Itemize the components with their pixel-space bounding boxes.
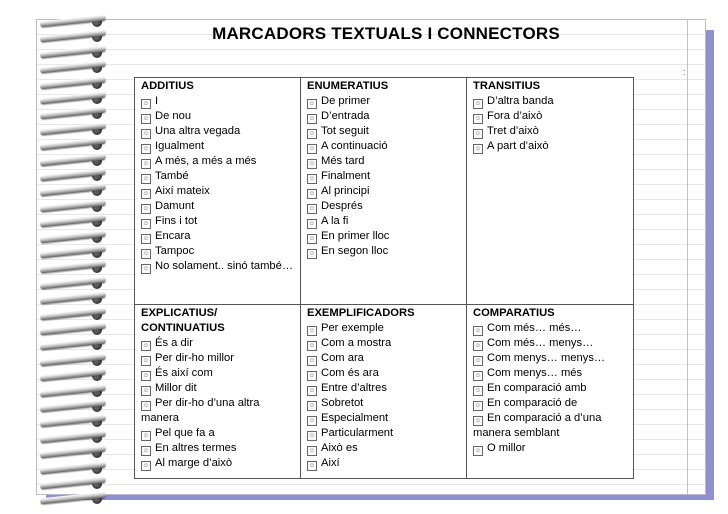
connector-text: En comparació a d’una manera semblant — [473, 411, 602, 439]
connector-text: Com és ara — [321, 366, 379, 379]
connector-item — [141, 124, 295, 139]
connector-item — [307, 441, 461, 456]
smiley-bullet-icon: ☺ — [308, 190, 316, 197]
connector-text: Així — [321, 456, 340, 469]
connector-item — [141, 351, 295, 366]
connector-item — [141, 259, 295, 274]
smiley-bullet-icon: ☺ — [308, 327, 316, 334]
connector-item — [141, 426, 295, 441]
smiley-bullet-icon: ☺ — [142, 265, 150, 272]
connector-text: O millor — [487, 441, 526, 454]
spiral-ring — [0, 260, 120, 275]
spiral-ring — [0, 430, 120, 445]
smiley-bullet-icon: ☺ — [142, 145, 150, 152]
connector-text: Tret d’això — [487, 124, 539, 137]
spiral-ring — [0, 45, 120, 60]
category-cell — [135, 305, 301, 479]
smiley-bullet-icon: ☺ — [308, 432, 316, 439]
connector-item — [141, 456, 295, 471]
spiral-ring — [0, 106, 120, 121]
smiley-bullet-icon: ☺ — [308, 145, 316, 152]
connector-item — [307, 411, 461, 426]
connector-text: En segon lloc — [321, 244, 389, 257]
smiley-bullet-icon: ☺ — [142, 342, 150, 349]
connector-item — [307, 199, 461, 214]
smiley-bullet-icon: ☺ — [142, 130, 150, 137]
connector-item — [141, 396, 295, 426]
connector-text: Més tard — [321, 154, 365, 167]
smiley-bullet-icon: ☺ — [308, 100, 316, 107]
connector-item — [307, 169, 461, 184]
connector-text: De primer — [321, 94, 371, 107]
smiley-bullet-icon: ☺ — [308, 402, 316, 409]
connector-item — [473, 411, 628, 441]
connector-item — [473, 321, 628, 336]
margin-line — [687, 20, 688, 494]
connector-text: Pel que fa a — [155, 426, 215, 439]
spiral-ring — [0, 76, 120, 91]
connector-text: Com a mostra — [321, 336, 392, 349]
spiral-ring — [0, 153, 120, 168]
connector-item — [307, 214, 461, 229]
connector-text: També — [155, 169, 189, 182]
connector-text: A més, a més a més — [155, 154, 257, 167]
smiley-bullet-icon: ☺ — [308, 357, 316, 364]
smiley-bullet-icon: ☺ — [474, 130, 482, 137]
spiral-ring — [0, 245, 120, 260]
smiley-bullet-icon: ☺ — [142, 447, 150, 454]
connector-text: Com menys… menys… — [487, 351, 606, 364]
connector-text: Això es — [321, 441, 358, 454]
connector-item — [307, 351, 461, 366]
connector-text: És així com — [155, 366, 213, 379]
connector-item — [307, 124, 461, 139]
connector-item — [473, 441, 628, 456]
connector-item — [141, 229, 295, 244]
connector-item — [141, 169, 295, 184]
table-row — [135, 78, 634, 305]
smiley-bullet-icon: ☺ — [308, 160, 316, 167]
connector-text: No solament.. sinó també… — [155, 259, 294, 272]
smiley-bullet-icon: ☺ — [142, 160, 150, 167]
smiley-bullet-icon: ☺ — [142, 115, 150, 122]
connector-item — [473, 381, 628, 396]
connector-text: De nou — [155, 109, 192, 122]
connector-text: A part d’això — [487, 139, 549, 152]
spiral-ring — [0, 214, 120, 229]
connector-text: Particularment — [321, 426, 394, 439]
smiley-bullet-icon: ☺ — [142, 235, 150, 242]
connector-item — [307, 154, 461, 169]
connector-text: Com més… menys… — [487, 336, 594, 349]
connector-item — [307, 321, 461, 336]
connector-item — [141, 94, 295, 109]
smiley-bullet-icon: ☺ — [308, 342, 316, 349]
connector-item — [141, 199, 295, 214]
connector-text: Finalment — [321, 169, 371, 182]
spiral-ring — [0, 322, 120, 337]
connector-item — [307, 184, 461, 199]
smiley-bullet-icon: ☺ — [474, 327, 482, 334]
connector-item — [473, 351, 628, 366]
connector-text: Damunt — [155, 199, 195, 212]
spiral-ring — [0, 291, 120, 306]
connector-text: Com més… més… — [487, 321, 582, 334]
smiley-bullet-icon: ☺ — [308, 115, 316, 122]
smiley-bullet-icon: ☺ — [308, 220, 316, 227]
connector-text: En altres termes — [155, 441, 237, 454]
connector-item — [473, 94, 628, 109]
page-title: MARCADORS TEXTUALS I CONNECTORS — [212, 24, 560, 43]
connector-item — [473, 139, 628, 154]
connector-text: Igualment — [155, 139, 205, 152]
connector-text: Com ara — [321, 351, 364, 364]
connector-text: Al marge d’això — [155, 456, 233, 469]
smiley-bullet-icon: ☺ — [474, 402, 482, 409]
category-heading: EXEMPLIFICADORS — [307, 307, 415, 319]
smiley-bullet-icon: ☺ — [474, 417, 482, 424]
connector-text: Especialment — [321, 411, 389, 424]
spiral-ring — [0, 353, 120, 368]
connector-text: I — [155, 94, 159, 107]
connector-text: Tot seguit — [321, 124, 369, 137]
spiral-ring — [0, 199, 120, 214]
category-cell — [467, 305, 634, 479]
connector-text: D’altra banda — [487, 94, 554, 107]
smiley-bullet-icon: ☺ — [474, 372, 482, 379]
smiley-bullet-icon: ☺ — [308, 130, 316, 137]
spiral-ring — [0, 183, 120, 198]
connector-text: Millor dit — [155, 381, 197, 394]
connector-text: Encara — [155, 229, 191, 242]
connector-item — [141, 441, 295, 456]
spiral-ring — [0, 276, 120, 291]
connector-text: Sobretot — [321, 396, 364, 409]
smiley-bullet-icon: ☺ — [142, 205, 150, 212]
smiley-bullet-icon: ☺ — [308, 250, 316, 257]
smiley-bullet-icon: ☺ — [474, 145, 482, 152]
connector-text: Així mateix — [155, 184, 210, 197]
spiral-ring — [0, 91, 120, 106]
category-heading: ADDITIUS — [141, 80, 194, 92]
smiley-bullet-icon: ☺ — [308, 372, 316, 379]
connector-item — [307, 366, 461, 381]
connector-item — [141, 109, 295, 124]
spiral-ring — [0, 491, 120, 506]
category-cell — [301, 78, 467, 305]
table-row — [135, 305, 634, 479]
smiley-bullet-icon: ☺ — [142, 387, 150, 394]
connector-item — [307, 381, 461, 396]
connector-item — [473, 124, 628, 139]
connector-item — [141, 214, 295, 229]
connector-text: A la fi — [321, 214, 349, 227]
smiley-bullet-icon: ☺ — [308, 235, 316, 242]
connector-item — [307, 244, 461, 259]
connector-text: Per exemple — [321, 321, 384, 334]
smiley-bullet-icon: ☺ — [142, 100, 150, 107]
spiral-ring — [0, 414, 120, 429]
connector-item — [307, 109, 461, 124]
connector-item — [307, 456, 461, 471]
connectors-table — [134, 77, 634, 479]
smiley-bullet-icon: ☺ — [474, 357, 482, 364]
spiral-binding — [0, 14, 120, 508]
spiral-ring — [0, 445, 120, 460]
smiley-bullet-icon: ☺ — [474, 447, 482, 454]
smiley-bullet-icon: ☺ — [142, 402, 150, 409]
smiley-bullet-icon: ☺ — [308, 175, 316, 182]
category-cell — [467, 78, 634, 305]
smiley-bullet-icon: ☺ — [474, 387, 482, 394]
category-heading: COMPARATIUS — [473, 307, 555, 319]
connector-item — [141, 366, 295, 381]
connector-item — [307, 229, 461, 244]
category-heading: TRANSITIUS — [473, 80, 541, 92]
category-heading: EXPLICATIUS/ CONTINUATIUS — [141, 307, 225, 334]
connector-item — [141, 184, 295, 199]
smiley-bullet-icon: ☺ — [142, 190, 150, 197]
connector-text: Fins i tot — [155, 214, 198, 227]
connector-text: En primer lloc — [321, 229, 390, 242]
connector-text: En comparació amb — [487, 381, 587, 394]
category-heading: ENUMERATIUS — [307, 80, 389, 92]
spiral-ring — [0, 60, 120, 75]
spiral-ring — [0, 307, 120, 322]
smiley-bullet-icon: ☺ — [142, 357, 150, 364]
spiral-ring — [0, 168, 120, 183]
connector-item — [307, 139, 461, 154]
connector-text: Com menys… més — [487, 366, 583, 379]
connector-text: Per dir-ho d’una altra manera — [141, 396, 260, 424]
connector-item — [141, 154, 295, 169]
smiley-bullet-icon: ☺ — [142, 250, 150, 257]
connector-text: Després — [321, 199, 363, 212]
smiley-bullet-icon: ☺ — [308, 417, 316, 424]
smiley-bullet-icon: ☺ — [308, 205, 316, 212]
category-cell — [301, 305, 467, 479]
connector-item — [473, 396, 628, 411]
margin-mark: : — [683, 67, 686, 77]
connector-item — [473, 366, 628, 381]
spiral-ring — [0, 476, 120, 491]
connector-item — [141, 381, 295, 396]
smiley-bullet-icon: ☺ — [142, 372, 150, 379]
spiral-ring — [0, 384, 120, 399]
connector-item — [141, 139, 295, 154]
connector-item — [307, 426, 461, 441]
connector-text: En comparació de — [487, 396, 578, 409]
smiley-bullet-icon: ☺ — [142, 175, 150, 182]
smiley-bullet-icon: ☺ — [142, 432, 150, 439]
category-cell — [135, 78, 301, 305]
connector-text: Per dir-ho millor — [155, 351, 234, 364]
connector-item — [141, 244, 295, 259]
spiral-ring — [0, 399, 120, 414]
connector-text: Una altra vegada — [155, 124, 241, 137]
connector-item — [141, 336, 295, 351]
spiral-ring — [0, 368, 120, 383]
connector-text: A continuació — [321, 139, 388, 152]
connector-text: Al principi — [321, 184, 370, 197]
spiral-ring — [0, 230, 120, 245]
spiral-ring — [0, 122, 120, 137]
smiley-bullet-icon: ☺ — [474, 115, 482, 122]
connector-text: Fora d’això — [487, 109, 543, 122]
spiral-ring — [0, 137, 120, 152]
spiral-ring — [0, 461, 120, 476]
smiley-bullet-icon: ☺ — [474, 100, 482, 107]
spiral-ring — [0, 337, 120, 352]
connector-item — [307, 94, 461, 109]
connector-text: Entre d’altres — [321, 381, 387, 394]
connector-item — [473, 336, 628, 351]
smiley-bullet-icon: ☺ — [308, 447, 316, 454]
connector-item — [473, 109, 628, 124]
spiral-ring — [0, 14, 120, 29]
smiley-bullet-icon: ☺ — [142, 462, 150, 469]
connector-item — [307, 396, 461, 411]
connector-text: D’entrada — [321, 109, 370, 122]
connector-item — [307, 336, 461, 351]
connector-text: És a dir — [155, 336, 193, 349]
smiley-bullet-icon: ☺ — [308, 462, 316, 469]
smiley-bullet-icon: ☺ — [474, 342, 482, 349]
spiral-ring — [0, 29, 120, 44]
smiley-bullet-icon: ☺ — [142, 220, 150, 227]
smiley-bullet-icon: ☺ — [308, 387, 316, 394]
connector-text: Tampoc — [155, 244, 195, 257]
